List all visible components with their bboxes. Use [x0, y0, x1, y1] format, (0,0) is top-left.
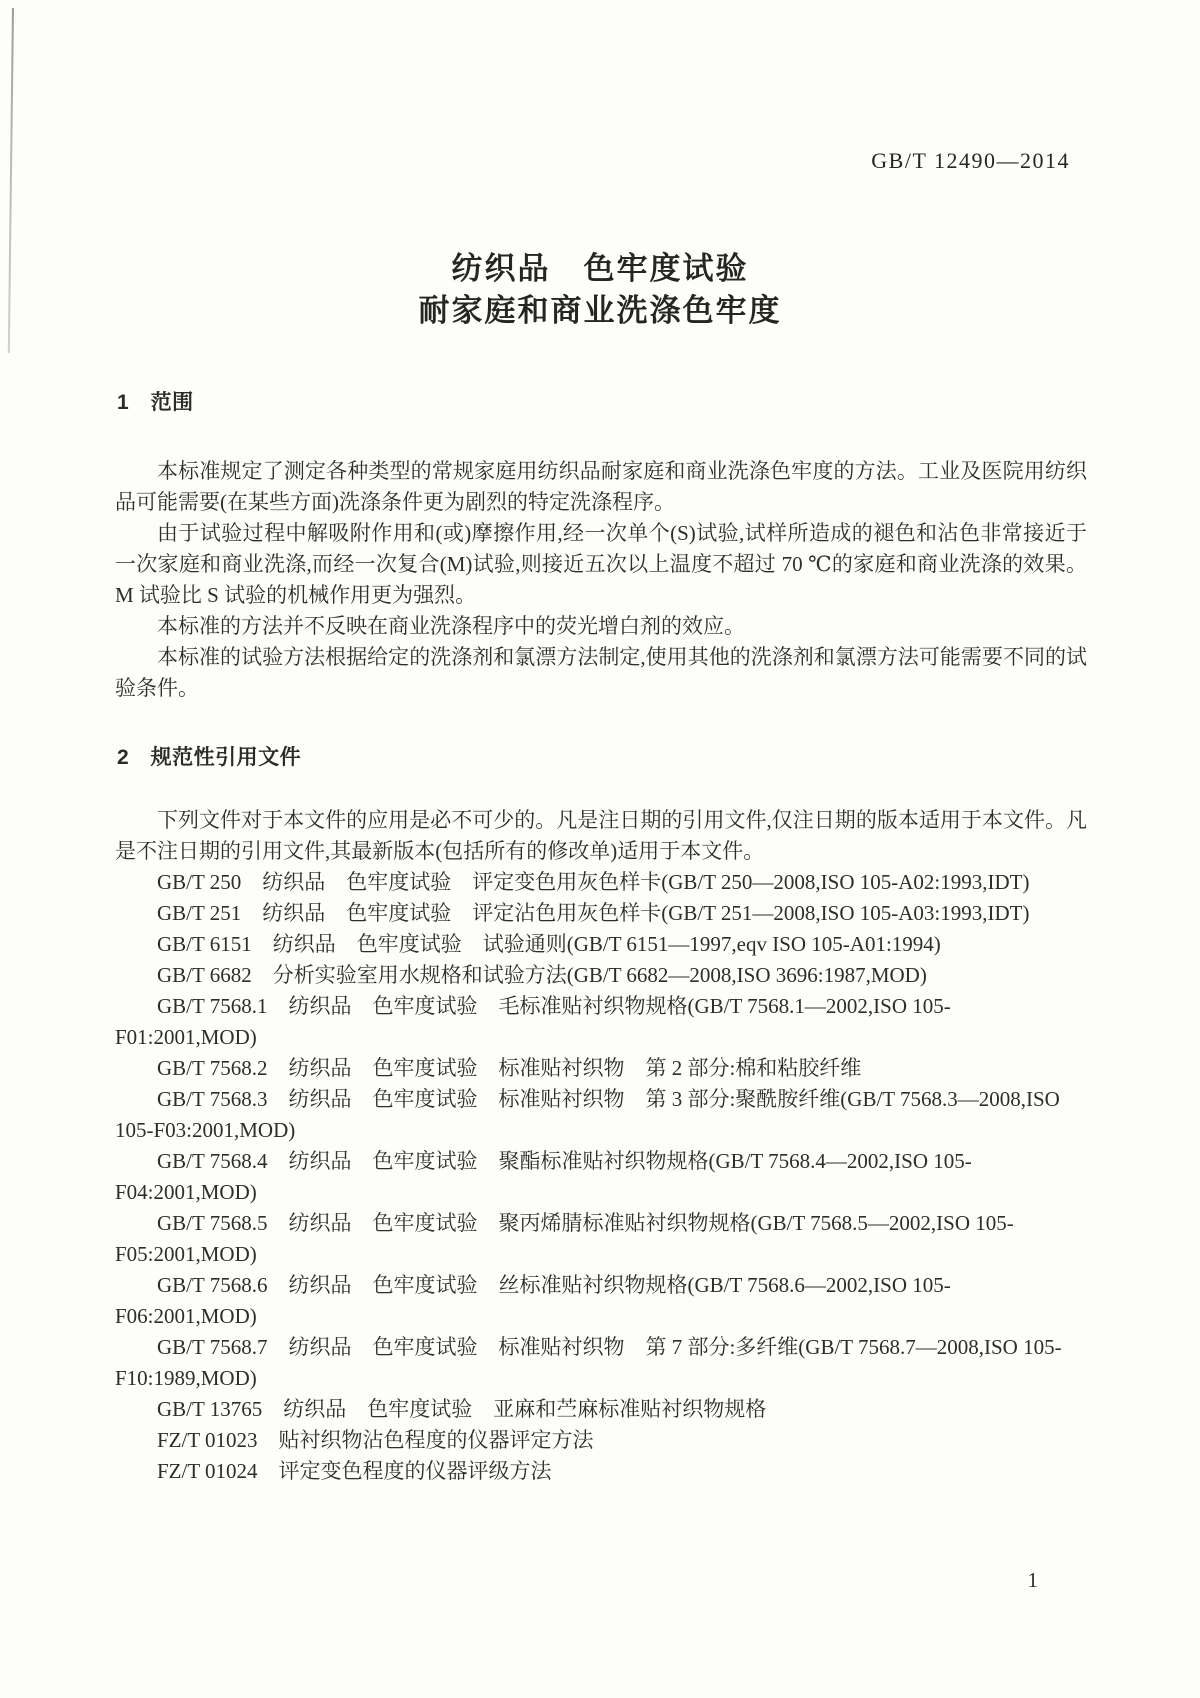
- document-title-line-2: 耐家庭和商业洗涤色牢度: [418, 293, 782, 328]
- reference-item: GB/T 250 纺织品 色牢度试验 评定变色用灰色样卡(GB/T 250—2008,ISO 105-A02:1993,IDT): [157, 870, 1030, 894]
- standard-code: GB/T 12490—2014: [871, 148, 1070, 173]
- paragraph-references-intro: 下列文件对于本文件的应用是必不可少的。凡是注日期的引用文件,仅注日期的版本适用于本文件。凡是不注日期的引用文件,其最新版本(包括所有的修改单)适用于本文件。: [115, 808, 1087, 863]
- document-title: [0, 248, 1200, 332]
- reference-item: GB/T 251 纺织品 色牢度试验 评定沾色用灰色样卡(GB/T 251—2008,ISO 105-A03:1993,IDT): [157, 901, 1030, 925]
- section-2-heading: 2 规范性引用文件: [117, 746, 302, 769]
- section-1-heading: 1 范围: [117, 391, 194, 414]
- reference-item: GB/T 6682 分析实验室用水规格和试验方法(GB/T 6682—2008,ISO 3696:1987,MOD): [157, 963, 927, 987]
- reference-item: GB/T 13765 纺织品 色牢度试验 亚麻和苎麻标准贴衬织物规格: [157, 1397, 767, 1421]
- section-1-body: [115, 456, 1087, 704]
- paragraph-scope-2: 由于试验过程中解吸附作用和(或)摩擦作用,经一次单个(S)试验,试样所造成的褪色和沾色非常接近于一次家庭和商业洗涤,而经一次复合(M)试验,则接近五次以上温度不超过 70 ℃的家庭和商业洗涤的效果。M 试验比 S 试验的机械作用更为强烈。: [115, 521, 1087, 607]
- reference-item: GB/T 7568.2 纺织品 色牢度试验 标准贴衬织物 第 2 部分:棉和粘胶纤维: [157, 1056, 862, 1080]
- reference-item: GB/T 7568.7 纺织品 色牢度试验 标准贴衬织物 第 7 部分:多纤维(GB/T 7568.7—2008,ISO 105-F10:1989,MOD): [115, 1335, 1062, 1390]
- reference-item: FZ/T 01023 贴衬织物沾色程度的仪器评定方法: [157, 1428, 594, 1452]
- reference-item: FZ/T 01024 评定变色程度的仪器评级方法: [157, 1459, 552, 1483]
- reference-item: GB/T 7568.6 纺织品 色牢度试验 丝标准贴衬织物规格(GB/T 7568.6—2002,ISO 105-F06:2001,MOD): [115, 1273, 951, 1328]
- paragraph-scope-1: 本标准规定了测定各种类型的常规家庭用纺织品耐家庭和商业洗涤色牢度的方法。工业及医院用纺织品可能需要(在某些方面)洗涤条件更为剧烈的特定洗涤程序。: [115, 459, 1087, 514]
- reference-item: GB/T 7568.3 纺织品 色牢度试验 标准贴衬织物 第 3 部分:聚酰胺纤维(GB/T 7568.3—2008,ISO 105-F03:2001,MOD): [115, 1087, 1060, 1142]
- paragraph-scope-4: 本标准的试验方法根据给定的洗涤剂和氯漂方法制定,使用其他的洗涤剂和氯漂方法可能需要不同的试验条件。: [115, 645, 1087, 700]
- reference-item: GB/T 7568.4 纺织品 色牢度试验 聚酯标准贴衬织物规格(GB/T 7568.4—2002,ISO 105-F04:2001,MOD): [115, 1149, 972, 1204]
- page-number: 1: [1027, 1568, 1038, 1592]
- section-2-body: [115, 805, 1087, 1487]
- reference-item: GB/T 7568.1 纺织品 色牢度试验 毛标准贴衬织物规格(GB/T 7568.1—2002,ISO 105-F01:2001,MOD): [115, 994, 951, 1049]
- document-title-line-1: 纺织品 色牢度试验: [451, 251, 749, 286]
- paragraph-scope-3: 本标准的方法并不反映在商业洗涤程序中的荧光增白剂的效应。: [157, 614, 745, 638]
- reference-item: GB/T 6151 纺织品 色牢度试验 试验通则(GB/T 6151—1997,eqv ISO 105-A01:1994): [157, 932, 941, 956]
- reference-item: GB/T 7568.5 纺织品 色牢度试验 聚丙烯腈标准贴衬织物规格(GB/T 7568.5—2002,ISO 105-F05:2001,MOD): [115, 1211, 1014, 1266]
